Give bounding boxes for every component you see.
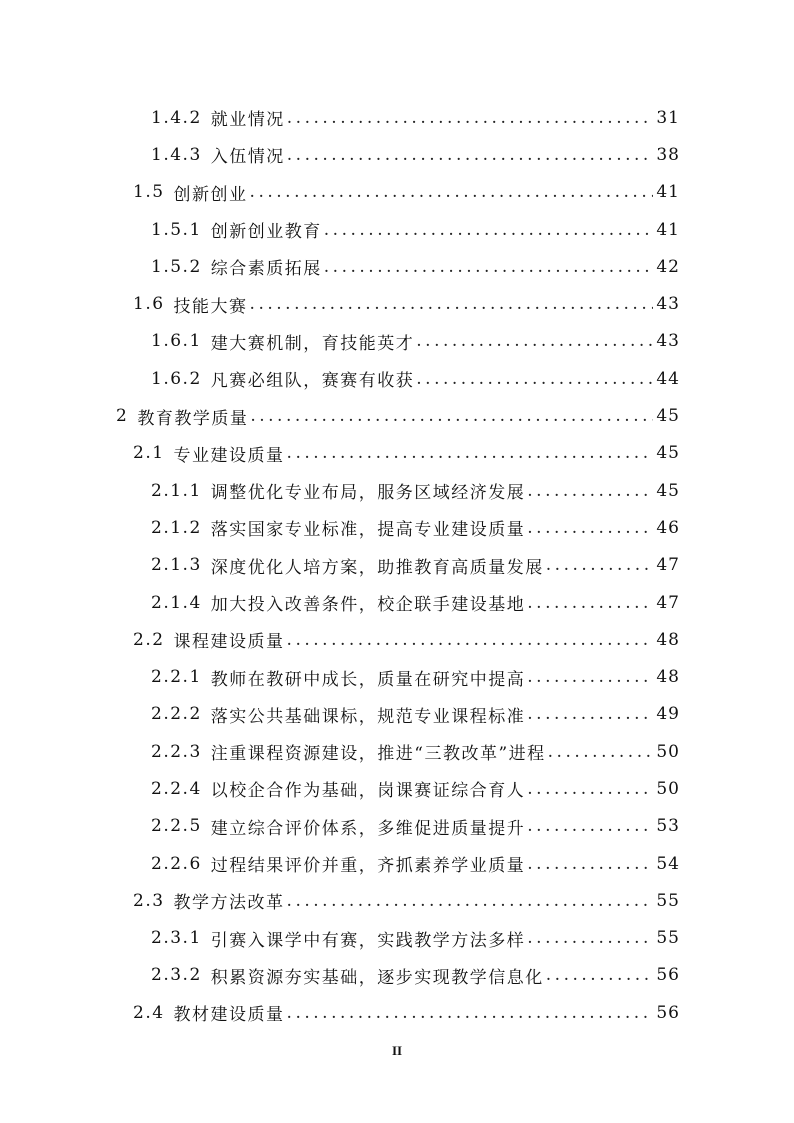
toc-entry-title: 落实公共基础课标，规范专业课程标准 xyxy=(210,706,526,727)
toc-entry[interactable] xyxy=(0,920,794,957)
toc-entry[interactable] xyxy=(0,696,794,733)
toc-entry[interactable] xyxy=(0,248,794,285)
toc-entry-number: 1.4.2 xyxy=(151,107,202,128)
toc-entry[interactable] xyxy=(0,174,794,211)
toc-entry[interactable] xyxy=(0,994,794,1031)
toc-entry-title: 建立综合评价体系，多维促进质量提升 xyxy=(210,818,526,839)
toc-entry-title: 教学方法改革 xyxy=(173,893,285,914)
toc-leader-dots xyxy=(527,704,653,724)
toc-entry-page: 53 xyxy=(656,816,680,837)
toc-entry-title: 过程结果评价并重，齐抓素养学业质量 xyxy=(210,856,526,877)
toc-entry-number: 1.5 xyxy=(133,182,165,203)
toc-leader-dots xyxy=(324,220,654,240)
toc-entry-number: 1.4.3 xyxy=(151,144,202,165)
toc-entry[interactable] xyxy=(0,733,794,770)
toc-entry-title: 创新创业教育 xyxy=(210,222,322,243)
toc-entry[interactable] xyxy=(0,397,794,434)
toc-leader-dots xyxy=(324,257,654,277)
toc-leader-dots xyxy=(287,145,654,165)
toc-leader-dots xyxy=(250,406,653,426)
toc-leader-dots xyxy=(527,518,653,538)
toc-leader-dots xyxy=(416,331,653,351)
toc-leader-dots xyxy=(548,742,654,762)
toc-entry-title: 深度优化人培方案，助推教育高质量发展 xyxy=(210,557,544,578)
toc-leader-dots xyxy=(527,854,653,874)
toc-entry[interactable] xyxy=(0,211,794,248)
toc-entry-page: 47 xyxy=(656,592,680,613)
toc-leader-dots xyxy=(250,182,654,202)
toc-leader-dots xyxy=(546,555,654,575)
toc-entry-page: 47 xyxy=(656,555,680,576)
toc-entry-number: 2 xyxy=(116,406,129,427)
table-of-contents xyxy=(0,99,794,1031)
toc-leader-dots xyxy=(287,108,654,128)
toc-entry[interactable] xyxy=(0,547,794,584)
toc-entry-number: 2.4 xyxy=(133,1002,165,1023)
toc-entry-number: 1.6.2 xyxy=(151,368,202,389)
toc-entry-title: 落实国家专业标准，提高专业建设质量 xyxy=(210,520,526,541)
toc-entry-number: 2.2.1 xyxy=(151,667,202,688)
toc-leader-dots xyxy=(527,779,653,799)
toc-entry[interactable] xyxy=(0,845,794,882)
toc-entry[interactable] xyxy=(0,957,794,994)
toc-entry-number: 2.3.2 xyxy=(151,965,202,986)
toc-entry[interactable] xyxy=(0,435,794,472)
toc-entry-number: 2.2.6 xyxy=(151,853,202,874)
toc-entry-number: 2.2.4 xyxy=(151,778,202,799)
toc-leader-dots xyxy=(250,294,654,314)
toc-entry-number: 2.3.1 xyxy=(151,928,202,949)
toc-leader-dots xyxy=(546,965,654,985)
toc-entry-page: 50 xyxy=(656,741,680,762)
toc-leader-dots xyxy=(287,443,654,463)
toc-entry-title: 调整优化专业布局，服务区域经济发展 xyxy=(210,483,526,504)
toc-leader-dots xyxy=(287,1003,654,1023)
toc-entry-title: 教师在教研中成长，质量在研究中提高 xyxy=(210,669,526,690)
toc-entry-page: 43 xyxy=(656,294,680,315)
toc-entry-page: 55 xyxy=(656,890,680,911)
toc-entry[interactable] xyxy=(0,882,794,919)
toc-leader-dots xyxy=(527,481,653,501)
toc-entry-title: 积累资源夯实基础，逐步实现教学信息化 xyxy=(210,967,544,988)
toc-entry[interactable] xyxy=(0,360,794,397)
toc-entry-number: 1.5.2 xyxy=(151,256,202,277)
toc-entry-number: 1.5.1 xyxy=(151,219,202,240)
toc-entry-page: 45 xyxy=(656,406,680,427)
toc-entry-title: 以校企合作为基础，岗课赛证综合育人 xyxy=(210,781,526,802)
toc-leader-dots xyxy=(287,891,654,911)
toc-entry[interactable] xyxy=(0,808,794,845)
toc-entry[interactable] xyxy=(0,136,794,173)
toc-entry-page: 43 xyxy=(656,331,680,352)
toc-entry-page: 41 xyxy=(656,219,680,240)
toc-entry[interactable] xyxy=(0,472,794,509)
toc-entry-number: 2.1.1 xyxy=(151,480,202,501)
toc-entry-number: 2.1.4 xyxy=(151,592,202,613)
toc-entry-page: 44 xyxy=(656,368,680,389)
toc-entry-page: 48 xyxy=(656,629,680,650)
toc-entry[interactable] xyxy=(0,621,794,658)
toc-entry-page: 56 xyxy=(656,965,680,986)
toc-entry-number: 1.6.1 xyxy=(151,331,202,352)
toc-entry-page: 41 xyxy=(656,182,680,203)
toc-entry-title: 专业建设质量 xyxy=(173,445,285,466)
toc-entry[interactable] xyxy=(0,323,794,360)
toc-entry-number: 2.2.2 xyxy=(151,704,202,725)
toc-entry[interactable] xyxy=(0,658,794,695)
toc-entry[interactable] xyxy=(0,509,794,546)
toc-entry-page: 42 xyxy=(656,256,680,277)
toc-entry-page: 45 xyxy=(656,443,680,464)
toc-entry-title: 教育教学质量 xyxy=(137,408,249,429)
toc-entry-title: 凡赛必组队，赛赛有收获 xyxy=(210,371,415,392)
toc-leader-dots xyxy=(527,667,653,687)
toc-entry-number: 2.1 xyxy=(133,443,165,464)
toc-entry[interactable] xyxy=(0,99,794,136)
toc-entry-title: 创新创业 xyxy=(173,184,248,205)
toc-entry-number: 1.6 xyxy=(133,294,165,315)
toc-entry-number: 2.1.3 xyxy=(151,555,202,576)
toc-entry-title: 入伍情况 xyxy=(210,147,285,168)
toc-leader-dots xyxy=(527,816,653,836)
toc-entry-page: 56 xyxy=(656,1002,680,1023)
toc-entry-page: 46 xyxy=(656,517,680,538)
toc-entry-page: 31 xyxy=(656,107,680,128)
toc-entry-title: 综合素质拓展 xyxy=(210,259,322,280)
toc-entry[interactable] xyxy=(0,285,794,322)
toc-entry-number: 2.2 xyxy=(133,629,165,650)
toc-leader-dots xyxy=(287,630,654,650)
toc-entry-number: 2.1.2 xyxy=(151,517,202,538)
page-number: II xyxy=(391,1043,403,1058)
toc-leader-dots xyxy=(527,928,653,948)
toc-entry-title: 注重课程资源建设，推进“三教改革”进程 xyxy=(210,744,546,765)
toc-entry-number: 2.2.3 xyxy=(151,741,202,762)
toc-leader-dots xyxy=(416,369,653,389)
toc-entry-page: 50 xyxy=(656,778,680,799)
toc-entry-page: 45 xyxy=(656,480,680,501)
toc-entry-title: 课程建设质量 xyxy=(173,632,285,653)
toc-entry-page: 48 xyxy=(656,667,680,688)
toc-entry[interactable] xyxy=(0,770,794,807)
toc-entry-title: 教材建设质量 xyxy=(173,1005,285,1026)
toc-entry-title: 就业情况 xyxy=(210,110,285,131)
toc-entry[interactable] xyxy=(0,584,794,621)
toc-entry-title: 技能大赛 xyxy=(173,296,248,317)
toc-entry-title: 建大赛机制，育技能英才 xyxy=(210,333,415,354)
toc-entry-page: 49 xyxy=(656,704,680,725)
toc-entry-number: 2.3 xyxy=(133,890,165,911)
toc-entry-page: 55 xyxy=(656,928,680,949)
toc-entry-title: 引赛入课学中有赛，实践教学方法多样 xyxy=(210,930,526,951)
toc-entry-page: 38 xyxy=(656,144,680,165)
toc-entry-title: 加大投入改善条件，校企联手建设基地 xyxy=(210,595,526,615)
toc-entry-number: 2.2.5 xyxy=(151,816,202,837)
toc-leader-dots xyxy=(527,593,653,613)
toc-entry-page: 54 xyxy=(656,853,680,874)
